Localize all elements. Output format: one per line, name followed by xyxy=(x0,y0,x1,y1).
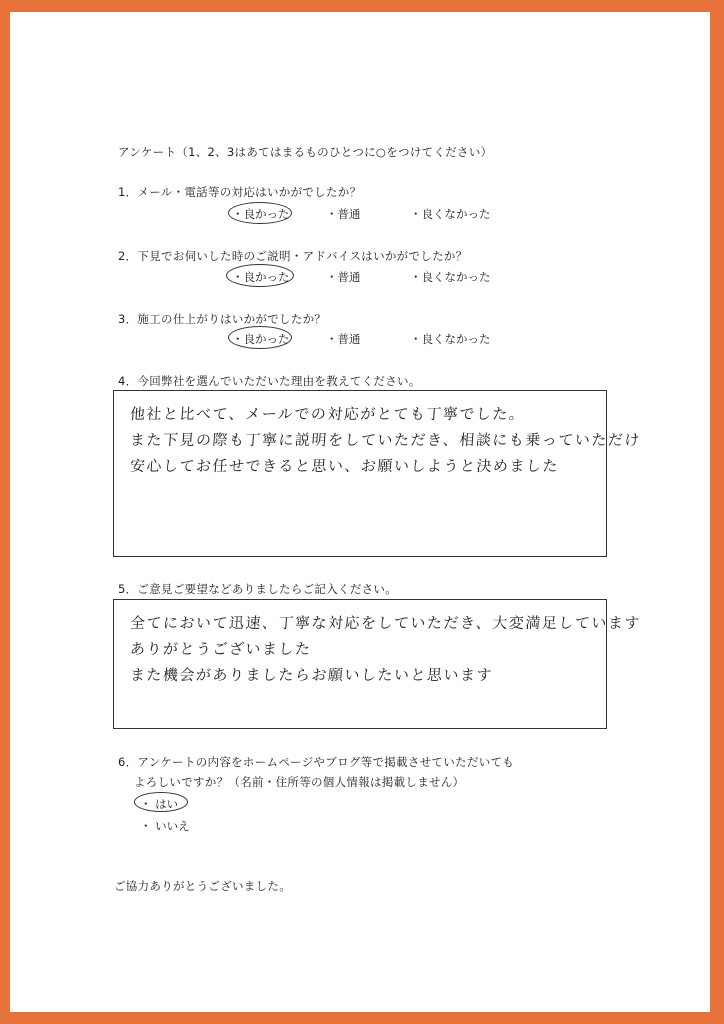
q6-option-yes[interactable]: ・ はい xyxy=(140,797,179,811)
q3-option-good[interactable]: ・良かった xyxy=(232,332,290,346)
q6-selection-circle xyxy=(134,792,188,812)
q4-answer-line-1: 他社と比べて、メールでの対応がとても丁寧でした。 xyxy=(129,405,527,423)
survey-sheet xyxy=(10,12,710,1012)
q1-option-bad[interactable]: ・良くなかった xyxy=(410,207,491,221)
q2-option-bad[interactable]: ・良くなかった xyxy=(410,270,491,284)
question-4: 4．今回弊社を選んでいただいた理由を教えてください。 xyxy=(118,374,421,388)
question-3: 3．施工の仕上がりはいかがでしたか？ xyxy=(118,312,327,326)
q5-answer-line-2: ありがとうございました xyxy=(129,640,313,658)
q4-answer-box[interactable] xyxy=(113,390,642,557)
q2-option-normal[interactable]: ・普通 xyxy=(326,270,361,284)
question-2: 2．下見でお伺いした時のご説明・アドバイスはいかがでしたか？ xyxy=(118,249,468,263)
question-6-line-1: 6．アンケートの内容をホームページやブログ等で掲載させていただいても xyxy=(118,755,515,769)
closing-message: ご協力ありがとうございました。 xyxy=(114,879,291,893)
q3-option-normal[interactable]: ・普通 xyxy=(326,332,361,346)
q4-answer-line-2: また下見の際も丁寧に説明をしていただき、相談にも乗っていただけ xyxy=(129,431,642,449)
q5-answer-line-1: 全てにおいて迅速、丁寧な対応をしていただき、大変満足しています xyxy=(129,614,642,632)
q3-option-bad[interactable]: ・良くなかった xyxy=(410,332,491,346)
q3-selection-circle xyxy=(228,326,292,349)
question-1: 1．メール・電話等の対応はいかがでしたか？ xyxy=(118,185,362,199)
q2-option-good[interactable]: ・良かった xyxy=(232,270,290,284)
q1-selection-circle xyxy=(228,202,292,224)
q5-answer-line-3: また機会がありましたらお願いしたいと思います xyxy=(129,666,494,684)
survey-title: アンケート（1、2、3はあてはまるものひとつに○をつけてください） xyxy=(118,145,493,159)
q1-option-good[interactable]: ・良かった xyxy=(232,207,290,221)
q6-option-no[interactable]: ・ いいえ xyxy=(140,819,190,833)
q5-answer-box[interactable] xyxy=(113,599,642,729)
q4-answer-line-3: 安心してお任せできると思い、お願いしようと決めました xyxy=(129,457,560,475)
question-5: 5．ご意見ご要望などありましたらご記入ください。 xyxy=(118,582,398,596)
question-6-line-2: よろしいですか？（名前・住所等の個人情報は掲載しません） xyxy=(134,775,465,789)
q1-option-normal[interactable]: ・普通 xyxy=(326,207,361,221)
q2-selection-circle xyxy=(226,264,294,287)
